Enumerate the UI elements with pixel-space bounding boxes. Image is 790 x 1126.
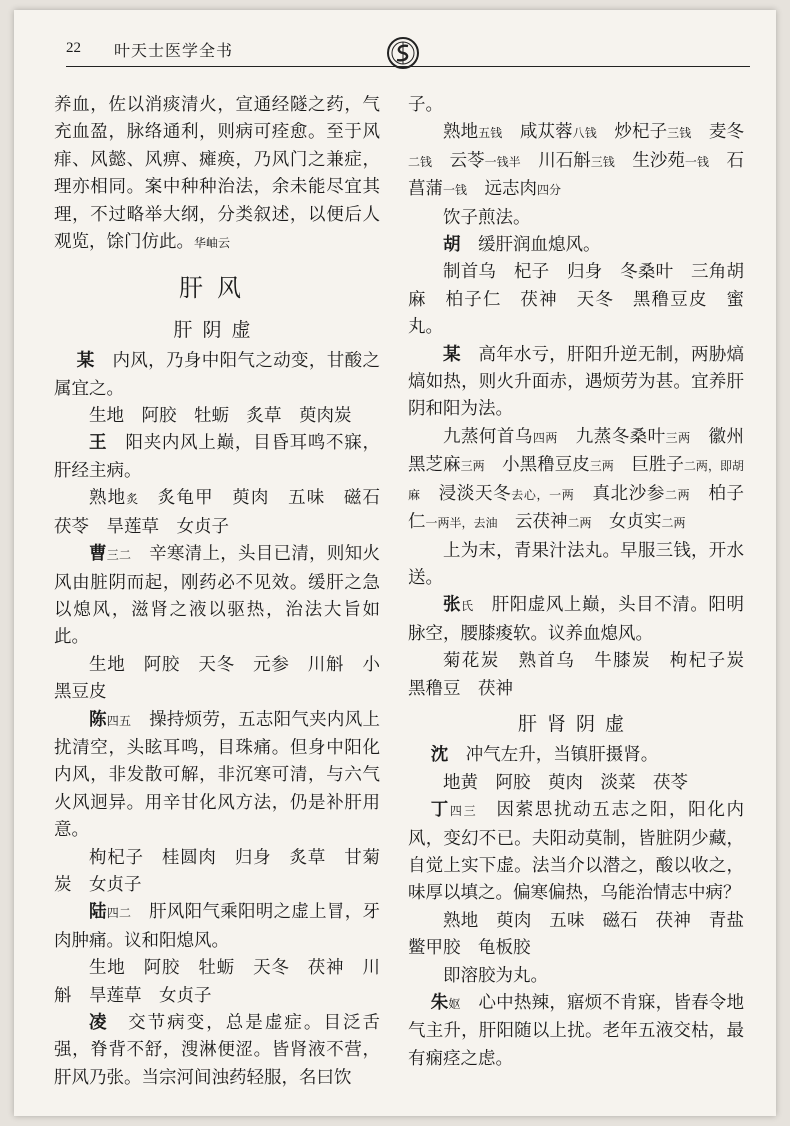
herb-name: 柏子仁 bbox=[408, 483, 744, 533]
herb-list: 菊花炭 熟首乌 牛膝炭 枸杞子炭 黑穞豆 茯神 bbox=[408, 651, 762, 699]
case-paragraph: 朱妪 心中热辣，寤烦不肯寐，皆春令地气主升，肝阳随以上扰。老年五液交枯，最有痫痉之虑。 bbox=[408, 993, 745, 1069]
herb-list: 熟地炙 炙龟甲 萸肉 五味 磁石 茯苓 旱莲草 女贞子 bbox=[54, 488, 398, 537]
herb-dosage: 一钱 bbox=[443, 183, 468, 198]
herb-list: 生地 阿胶 牡蛎 天冬 茯神 川斛 旱莲草 女贞子 bbox=[54, 958, 380, 1006]
herb-dosage: 二钱 bbox=[408, 154, 433, 169]
herb-list: 制首乌 杞子 归身 冬桑叶 三角胡麻 柏子仁 茯神 天冬 黑穞豆皮 蜜丸。 bbox=[408, 262, 744, 338]
case-paragraph: 凌 交节病变，总是虚症。目泛舌强，脊背不舒，溲淋便涩。皆肾液不营，肝风乃张。当宗河间浊药轻服，名曰饮 bbox=[54, 1013, 381, 1088]
case-paragraph: 曹三二 辛寒清上，头目已清，则知火风由脏阴而起，刚药必不见效。缓肝之急以熄风，滋肾之液以驱热，治法大旨如此。 bbox=[54, 544, 380, 648]
case-paragraph: 某 内风，乃身中阳气之动变，甘酸之属宜之。 bbox=[54, 351, 380, 399]
preparation-method: 上为末，青果汁法丸。早服三钱，开水送。 bbox=[408, 540, 744, 588]
herb-name: 熟地 bbox=[443, 122, 479, 143]
book-title: 叶天士医学全书 bbox=[114, 41, 234, 60]
page-number: 22 bbox=[66, 40, 81, 56]
herb-list: 地黄 阿胶 萸肉 淡菜 茯苓 bbox=[443, 772, 688, 793]
herb-name: 小黑穞豆皮 bbox=[484, 455, 590, 476]
running-header bbox=[66, 34, 766, 68]
herb-name: 女贞实 bbox=[591, 512, 662, 533]
herb-dosage: 五钱 bbox=[478, 126, 503, 141]
herb-list: 熟地 萸肉 五味 磁石 茯神 青盐 鳖甲胶 龟板胶 bbox=[408, 910, 762, 959]
herb-dosage: 一两半，去油 bbox=[425, 516, 498, 531]
book-page bbox=[14, 10, 776, 1116]
herb-name: 浸淡天冬 bbox=[420, 483, 512, 504]
section-title: 肝风 bbox=[179, 274, 255, 303]
herb-dosage: 三两 bbox=[460, 459, 485, 474]
herb-name: 生沙苑 bbox=[614, 150, 685, 171]
herb-dosage: 二两，即胡麻 bbox=[408, 459, 744, 502]
herb-dosage: 三钱 bbox=[667, 126, 692, 141]
case-paragraph: 陆四二 肝风阳气乘阳明之虚上冒，牙肉肿痛。议和阳熄风。 bbox=[54, 902, 380, 951]
intro-paragraph: 养血，佐以消痰清火，宣通经隧之药，气充血盈，脉络通利，则病可痊愈。至于风痱、风懿、风痹、瘫痪，乃风门之兼症，理亦相同。案中种种治法，余未能尽宜其理，不过略举大纲，分类叙述，以便后人观览，馀门仿此。华岫云 bbox=[54, 95, 380, 253]
preparation-method: 即溶胶为丸。 bbox=[443, 965, 548, 986]
formula-list bbox=[408, 119, 744, 204]
intro-signature: 华岫云 bbox=[194, 236, 231, 251]
herb-list: 枸杞子 桂圆肉 归身 炙草 甘菊炭 女贞子 bbox=[54, 847, 380, 895]
herb-dosage: 一钱 bbox=[684, 154, 709, 169]
case-paragraph: 某 高年水亏，肝阳升逆无制，两胁熇熇如热，则火升面赤，遇烦劳为甚。宜养肝阴和阳为法。 bbox=[408, 344, 744, 420]
right-column bbox=[408, 92, 762, 1073]
herb-name: 石菖蒲 bbox=[408, 150, 744, 200]
case-paragraph: 王 阳夹内风上巅，目昏耳鸣不寐，肝经主病。 bbox=[54, 433, 381, 481]
herb-name: 九蒸何首乌 bbox=[443, 426, 533, 447]
subsection-title: 肝阴虚 bbox=[173, 318, 261, 341]
herb-dosage: 二两 bbox=[567, 516, 592, 531]
herb-list: 生地 阿胶 天冬 元参 川斛 小黑豆皮 bbox=[54, 654, 380, 703]
case-paragraph: 张氏 肝阳虚风上巅，头目不清。阳明脉空，腰膝痠软。议养血熄风。 bbox=[408, 595, 744, 644]
herb-name: 九蒸冬桑叶 bbox=[557, 426, 666, 447]
herb-name: 徽州黑芝麻 bbox=[408, 426, 744, 476]
herb-name: 巨胜子 bbox=[613, 455, 684, 476]
herb-list: 生地 阿胶 牡蛎 炙草 萸肉炭 bbox=[89, 406, 352, 427]
herb-dosage: 三两 bbox=[589, 459, 614, 474]
herb-dosage: 去心，一两 bbox=[511, 487, 575, 502]
herb-name: 云苓 bbox=[432, 150, 485, 171]
herb-dosage: 八钱 bbox=[572, 126, 597, 141]
herb-dosage: 二两 bbox=[665, 487, 691, 502]
herb-name: 麦冬 bbox=[691, 122, 745, 143]
herb-name: 真北沙参 bbox=[574, 483, 665, 504]
case-paragraph: 陈四五 操持烦劳，五志阳气夹内风上扰清空，头眩耳鸣，目珠痛。但身中阳化内风，非发散可解，非沉寒可清，与六气火风迥异。用辛甘化风方法，仍是补肝用意。 bbox=[54, 709, 380, 841]
herb-dosage: 四分 bbox=[537, 183, 562, 198]
subsection-title: 肝肾阴虚 bbox=[517, 712, 634, 735]
herb-dosage: 二两 bbox=[661, 516, 686, 531]
case-paragraph: 沈 冲气左升，当镇肝摄肾。 bbox=[430, 745, 659, 766]
left-column bbox=[54, 92, 398, 1092]
publisher-emblem-icon bbox=[384, 34, 422, 72]
herb-dosage: 三两 bbox=[665, 430, 691, 445]
case-paragraph: 胡 缓肝润血熄风。 bbox=[443, 235, 601, 256]
preparation-method: 饮子煎法。 bbox=[443, 207, 531, 228]
herb-dosage: 一钱半 bbox=[484, 154, 521, 169]
herb-name: 咸苁蓉 bbox=[502, 122, 573, 143]
herb-name: 川石斛 bbox=[520, 150, 591, 171]
herb-name: 炒杞子 bbox=[596, 122, 668, 143]
case-paragraph: 丁四三 因萦思扰动五志之阳，阳化内风，变幻不已。夫阳动莫制，皆脏阴少藏，自觉上实下虚。法当介以潜之，酸以收之，味厚以填之。偏寒偏热，乌能治情志中病？ bbox=[408, 800, 744, 904]
continued-text: 子。 bbox=[408, 95, 443, 115]
herb-name: 远志肉 bbox=[467, 179, 538, 200]
formula-list bbox=[408, 424, 744, 538]
herb-dosage: 四两 bbox=[532, 430, 558, 445]
herb-dosage: 三钱 bbox=[590, 154, 615, 169]
herb-name: 云茯神 bbox=[497, 512, 568, 533]
